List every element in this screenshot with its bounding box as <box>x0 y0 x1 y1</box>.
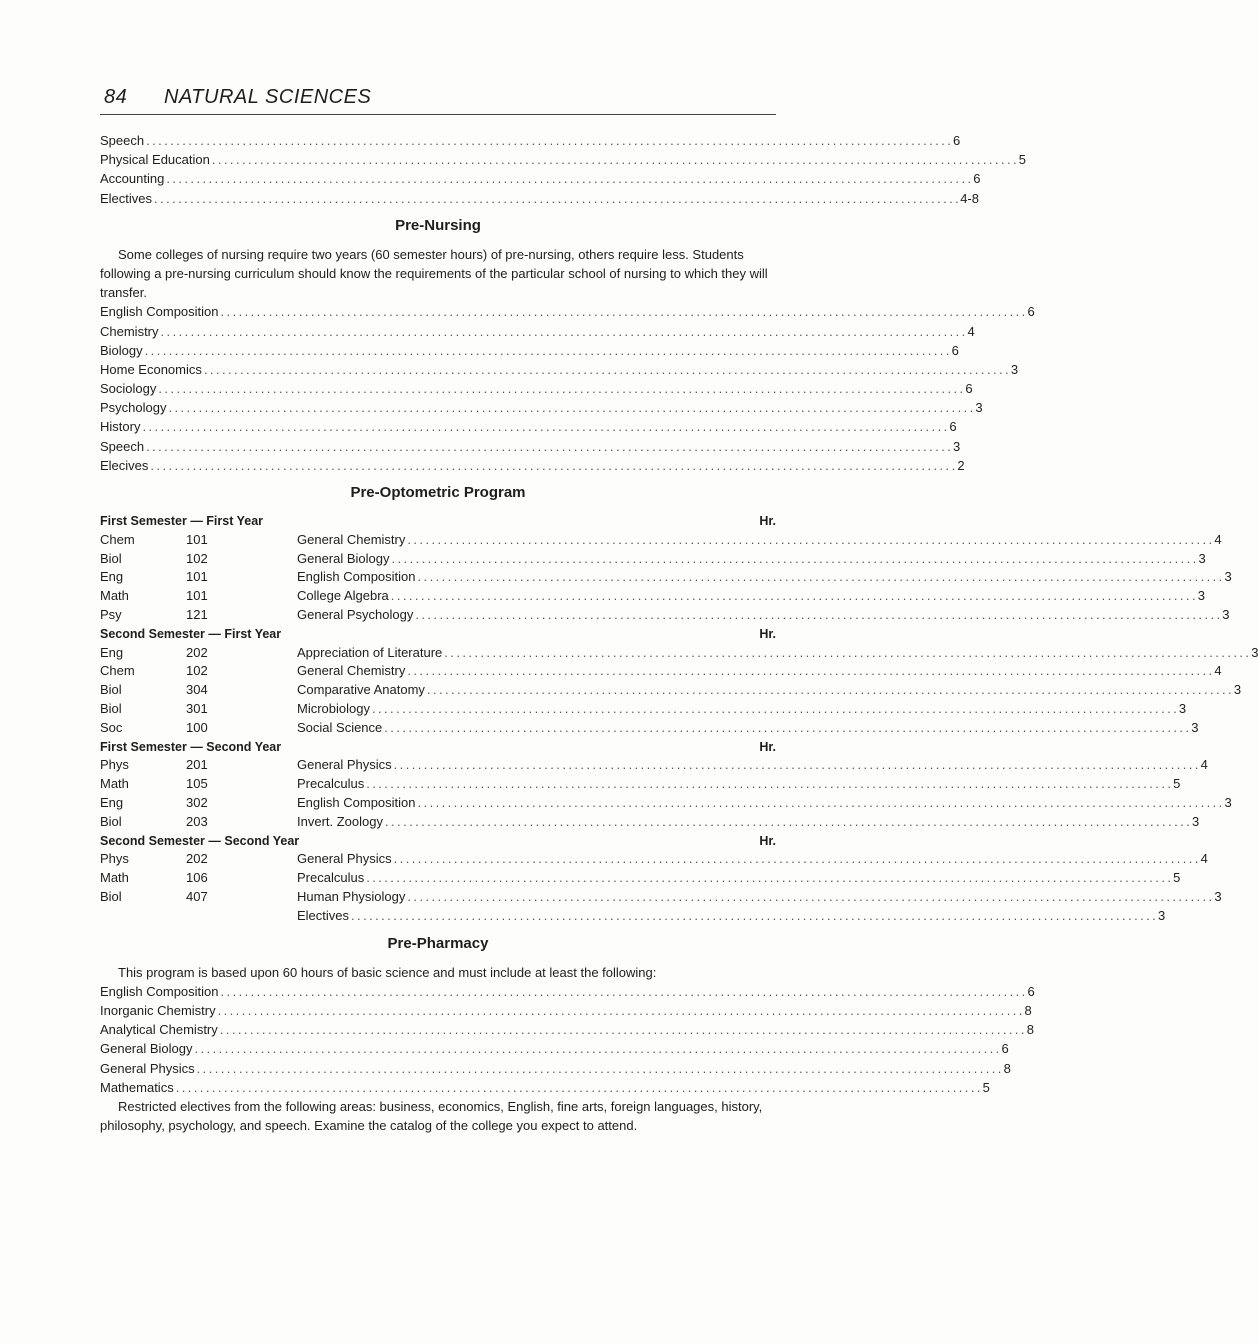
page-header-title: NATURAL SCIENCES <box>164 86 372 108</box>
course-row: Chem 102 General Chemistry . . . 4 <box>100 662 776 681</box>
pre-nursing-list <box>100 302 1035 475</box>
course-row: Biol 301 Microbiology . . . 3 <box>100 700 776 719</box>
dot-leader <box>405 888 1211 907</box>
course-row: Biol 407 Human Physiology . . . 3 <box>100 888 776 907</box>
list-item: Analytical Chemistry . . . 8 <box>100 1020 776 1039</box>
list-item: Elecives . . . 2 <box>100 456 776 475</box>
pre-pharmacy-list <box>100 982 1035 1097</box>
dot-leader <box>405 531 1211 550</box>
dot-leader <box>370 700 1176 719</box>
dot-leader <box>392 850 1198 869</box>
course-row: Electives . . . 3 <box>100 907 776 926</box>
page-header <box>100 86 776 115</box>
dot-leader <box>405 662 1211 681</box>
dot-leader <box>413 606 1219 625</box>
dot-leader <box>143 341 949 360</box>
dot-leader <box>382 719 1188 738</box>
course-row: Phys 201 General Physics . . . 4 <box>100 756 776 775</box>
list-item: Psychology . . . 3 <box>100 398 776 417</box>
list-item: Electives . . . 4-8 <box>100 189 776 208</box>
list-item: Inorganic Chemistry . . . 8 <box>100 1001 776 1020</box>
semester-heading: First Semester — First Year Hr. <box>100 514 776 529</box>
course-row: Soc 100 Social Science . . . 3 <box>100 719 776 738</box>
dot-leader <box>148 456 954 475</box>
course-row: Eng 202 Appreciation of Literature . . . 3 <box>100 644 776 663</box>
dot-leader <box>210 150 1016 169</box>
dot-leader <box>389 587 1195 606</box>
dot-leader <box>219 982 1025 1001</box>
pre-pharmacy-heading: Pre-Pharmacy <box>387 934 489 952</box>
list-item: Physical Education . . . 5 <box>100 150 776 169</box>
list-item: Accounting . . . 6 <box>100 169 776 188</box>
dot-leader <box>144 131 950 150</box>
list-item: English Composition . . . 6 <box>100 302 776 321</box>
dot-leader <box>193 1039 999 1058</box>
list-item: Biology . . . 6 <box>100 341 776 360</box>
semester-heading: Second Semester — Second Year Hr. <box>100 833 776 848</box>
dot-leader <box>349 907 1155 926</box>
pre-optometric-schedule <box>100 512 1258 926</box>
list-item: Speech . . . 3 <box>100 437 776 456</box>
page-number: 84 <box>104 86 128 108</box>
list-item: History . . . 6 <box>100 417 776 436</box>
top-requirements-list <box>100 131 1027 208</box>
dot-leader <box>364 775 1170 794</box>
dot-leader <box>166 398 972 417</box>
pre-pharmacy-intro: This program is based upon 60 hours of basic science and must include at least the following: <box>118 964 657 980</box>
dot-leader <box>442 644 1248 663</box>
dot-leader <box>416 794 1222 813</box>
dot-leader <box>159 322 965 341</box>
course-row: Biol 203 Invert. Zoology . . . 3 <box>100 813 776 832</box>
semester-heading: First Semester — Second Year Hr. <box>100 739 776 754</box>
dot-leader <box>164 169 970 188</box>
dot-leader <box>416 568 1222 587</box>
course-row: Math 105 Precalculus . . . 5 <box>100 775 776 794</box>
list-item: Home Economics . . . 3 <box>100 360 776 379</box>
pre-nursing-heading: Pre-Nursing <box>395 216 481 234</box>
course-row: Psy 121 General Psychology . . . 3 <box>100 606 776 625</box>
list-item: General Physics . . . 8 <box>100 1059 776 1078</box>
list-item: Sociology . . . 6 <box>100 379 776 398</box>
dot-leader <box>174 1078 980 1097</box>
dot-leader <box>202 360 1008 379</box>
list-item: Speech . . . 6 <box>100 131 776 150</box>
dot-leader <box>152 189 958 208</box>
course-row: Math 106 Precalculus . . . 5 <box>100 869 776 888</box>
course-row: Chem 101 General Chemistry . . . 4 <box>100 531 776 550</box>
dot-leader <box>219 302 1025 321</box>
pre-nursing-intro: Some colleges of nursing require two years (60 semester hours) of pre-nursing, others require less. Students following a pre-nursing curriculum should know the requirements of the particular school of nursing to which they will transfer. <box>100 246 768 301</box>
dot-leader <box>156 379 962 398</box>
list-item: English Composition . . . 6 <box>100 982 776 1001</box>
dot-leader <box>390 550 1196 569</box>
dot-leader <box>195 1059 1001 1078</box>
semester-heading: Second Semester — First Year Hr. <box>100 626 776 641</box>
course-row: Eng 302 English Composition . . . 3 <box>100 794 776 813</box>
dot-leader <box>144 437 950 456</box>
list-item: Mathematics . . . 5 <box>100 1078 776 1097</box>
dot-leader <box>392 756 1198 775</box>
course-row: Eng 101 English Composition . . . 3 <box>100 568 776 587</box>
dot-leader <box>364 869 1170 888</box>
pre-optometric-heading: Pre-Optometric Program <box>350 484 526 502</box>
course-row: Biol 102 General Biology . . . 3 <box>100 550 776 569</box>
dot-leader <box>218 1020 1024 1039</box>
course-row: Phys 202 General Physics . . . 4 <box>100 850 776 869</box>
list-item: General Biology . . . 6 <box>100 1039 776 1058</box>
dot-leader <box>216 1001 1022 1020</box>
pre-pharmacy-closing: Restricted electives from the following areas: business, economics, English, fine arts, foreign languages, history, philosophy, psychology, and speech. Examine the catalog of the college you expect to attend. <box>100 1098 763 1134</box>
course-row: Math 101 College Algebra . . . 3 <box>100 587 776 606</box>
dot-leader <box>140 417 946 436</box>
dot-leader <box>425 681 1231 700</box>
list-item: Chemistry . . . 4 <box>100 322 776 341</box>
page-content <box>100 131 1258 1135</box>
dot-leader <box>383 813 1189 832</box>
course-row: Biol 304 Comparative Anatomy . . . 3 <box>100 681 776 700</box>
